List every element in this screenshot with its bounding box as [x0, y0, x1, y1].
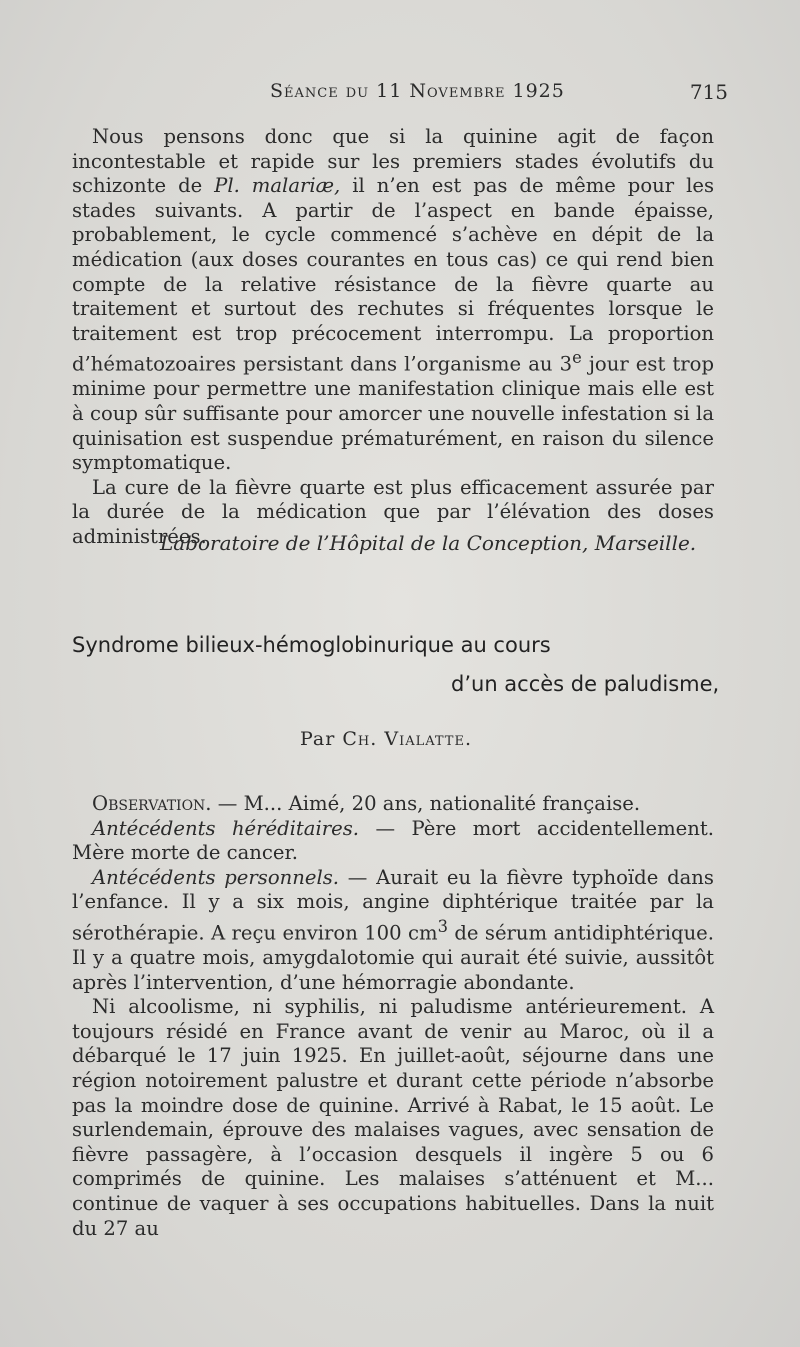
author-name: Ch. Vialatte.	[342, 728, 473, 750]
paragraph-personal: Antécédents personnels. — Aurait eu la fièvre typhoïde dans l’enfance. Il y a six mois, angine diphtérique traitée par la sérothérapie. A reçu environ 100 $cm^3$ de sérum antidiphtérique. Il y a quatre mois, amygdalotomie qui aurait été suivie, aussitôt après l’intervention, d’une hémorragie abondante.	[72, 865, 715, 994]
paragraph-observation: Observation. — M... Aimé, 20 ans, nationalité française.	[92, 792, 641, 815]
species-name: Pl. malariæ,	[214, 174, 341, 198]
running-head: Séance du 11 Novembre 1925	[270, 80, 565, 102]
byline: Par Ch. Vialatte.	[300, 728, 473, 750]
personal-label: Antécédents personnels.	[92, 865, 339, 889]
laboratory-signature: Laboratoire de l’Hôpital de la Conception, Marseille.	[160, 531, 697, 555]
paragraph-history: Ni alcoolisme, ni syphilis, ni paludisme antérieurement. A toujours résidé en France avant de venir au Maroc, où il a débarqué le 17 juin 1925. En juillet-août, séjourne dans une région notoirement palustre et durant cette période n’absorbe pas la moindre dose de quinine. Arrivé à Rabat, le 15 août. Le surlendemain, éprouve des malaises vagues, avec sensation de fièvre passagère, à l’occasion desquels il ingère 5 ou 6 comprimés de quinine. Les malaises s’atténuent et M... continue de vaquer à ses occupations habituelles. Dans la nuit du 27 au	[72, 995, 714, 1240]
page-number: 715	[689, 80, 728, 104]
paragraph-hereditary: Antécédents héréditaires. — Père mort accidentellement. Mère morte de cancer.	[72, 816, 715, 865]
page-header	[0, 80, 800, 108]
paragraph-conclusion: Nous pensons donc que si la quinine agit de façon incontestable et rapide sur les premiers stades évolutifs du schizonte de Pl. malariæ, il n’en est pas de même pour les stades suivants. A partir de l’aspect en bande épaisse, probablement, le cycle commencé s’achève en dépit de la médication (aux doses courantes en tous cas) ce qui rend bien compte de la relative résistance de la fièvre quarte au traitement et surtout des rechutes si fréquentes lorsque le traitement est trop précocement interrompu. La proportion d’hématozoaires persistant dans l’organisme au 3e jour est trop minime pour permettre une manifestation clinique mais elle est à coup sûr suffisante pour amorcer une nouvelle infestation si la quinisation est suspendue prématurément, en raison du silence symptomatique.	[72, 125, 714, 475]
continuation-text	[72, 125, 714, 550]
observation-label: Observation.	[92, 792, 212, 815]
hereditary-label: Antécédents héréditaires.	[92, 816, 359, 840]
paragraph-cure: La cure de la fièvre quarte est plus efficacement assurée par la durée de la médication que par l’élévation des doses administrées.	[72, 475, 714, 549]
article-title-line1: Syndrome bilieux-hémoglobinurique au cours	[72, 633, 551, 657]
article-title-line2: d’un accès de paludisme,	[451, 672, 720, 696]
observation-text	[72, 792, 714, 1241]
